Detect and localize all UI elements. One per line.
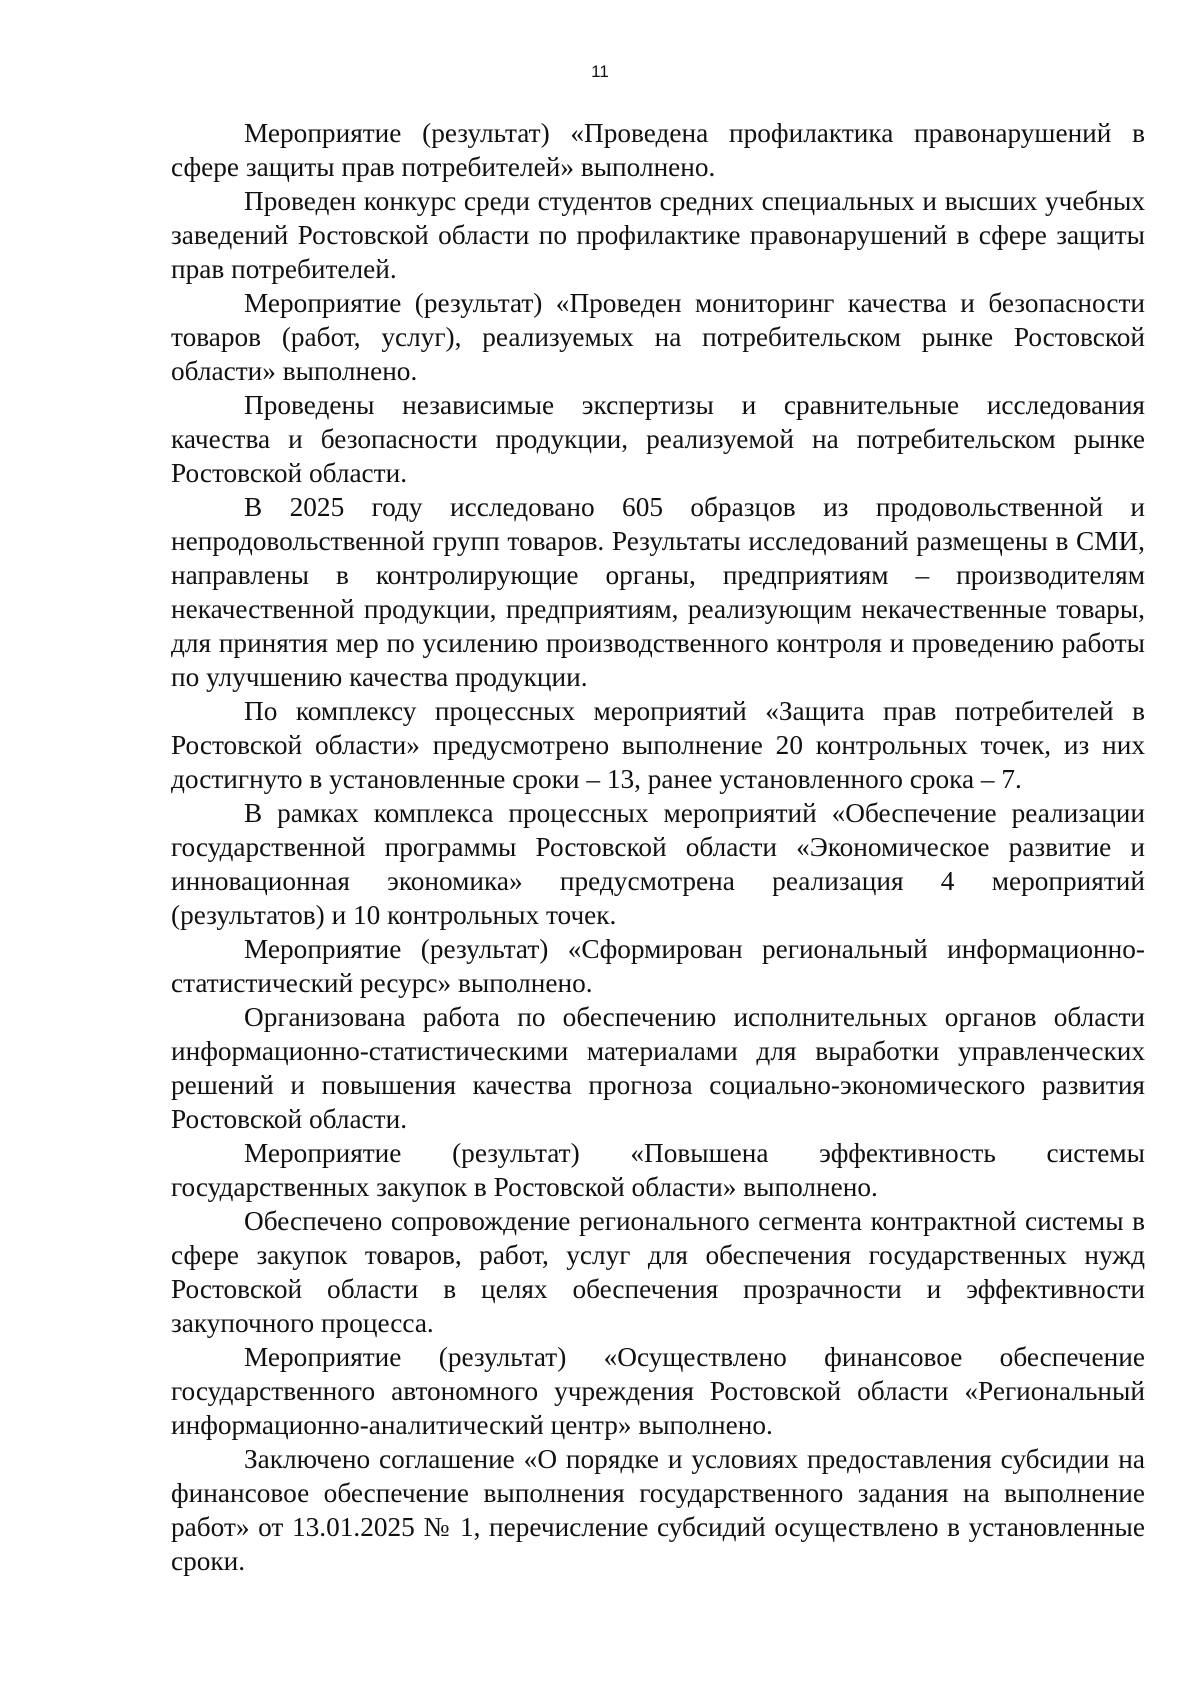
paragraph-8: Мероприятие (результат) «Сформирован региональный информационно-статистический ресурс» выполнено. xyxy=(171,934,1145,998)
paragraph-9: Организована работа по обеспечению исполнительных органов области информационно-статистическими материалами для выработки управленческих решений и повышения качества прогноза социально-экономического развития Ростовской области. xyxy=(171,1002,1145,1134)
page-number: 11 xyxy=(591,62,609,81)
paragraph-10: Мероприятие (результат) «Повышена эффективность системы государственных закупок в Ростовской области» выполнено. xyxy=(171,1138,1145,1202)
paragraph-6: По комплексу процессных мероприятий «Защита прав потребителей в Ростовской области» предусмотрено выполнение 20 контрольных точек, из них достигнуто в установленные сроки – 13, ранее установленного срока – 7. xyxy=(171,696,1145,794)
document-body xyxy=(171,116,1145,1578)
paragraph-3: Мероприятие (результат) «Проведен мониторинг качества и безопасности товаров (работ, услуг), реализуемых на потребительском рынке Ростовской области» выполнено. xyxy=(171,288,1145,386)
paragraph-7: В рамках комплекса процессных мероприятий «Обеспечение реализации государственной программы Ростовской области «Экономическое развитие и инновационная экономика» предусмотрена реализация 4 мероприятий (результатов) и 10 контрольных точек. xyxy=(171,798,1145,930)
paragraph-11: Обеспечено сопровождение регионального сегмента контрактной системы в сфере закупок товаров, работ, услуг для обеспечения государственных нужд Ростовской области в целях обеспечения прозрачности и эффективности закупочного процесса. xyxy=(171,1206,1145,1338)
paragraph-5: В 2025 году исследовано 605 образцов из продовольственной и непродовольственной групп товаров. Результаты исследований размещены в СМИ, направлены в контролирующие органы, предприятиям – производителям некачественной продукции, предприятиям, реализующим некачественные товары, для принятия мер по усилению производственного контроля и проведению работы по улучшению качества продукции. xyxy=(171,492,1145,692)
paragraph-13: Заключено соглашение «О порядке и условиях предоставления субсидии на финансовое обеспечение выполнения государственного задания на выполнение работ» от 13.01.2025 № 1, перечисление субсидий осуществлено в установленные сроки. xyxy=(171,1444,1145,1576)
paragraph-2: Проведен конкурс среди студентов средних специальных и высших учебных заведений Ростовской области по профилактике правонарушений в сфере защиты прав потребителей. xyxy=(171,186,1145,284)
paragraph-4: Проведены независимые экспертизы и сравнительные исследования качества и безопасности продукции, реализуемой на потребительском рынке Ростовской области. xyxy=(171,390,1145,488)
paragraph-12: Мероприятие (результат) «Осуществлено финансовое обеспечение государственного автономного учреждения Ростовской области «Региональный информационно-аналитический центр» выполнено. xyxy=(171,1342,1145,1440)
paragraph-1: Мероприятие (результат) «Проведена профилактика правонарушений в сфере защиты прав потребителей» выполнено. xyxy=(171,118,1145,182)
